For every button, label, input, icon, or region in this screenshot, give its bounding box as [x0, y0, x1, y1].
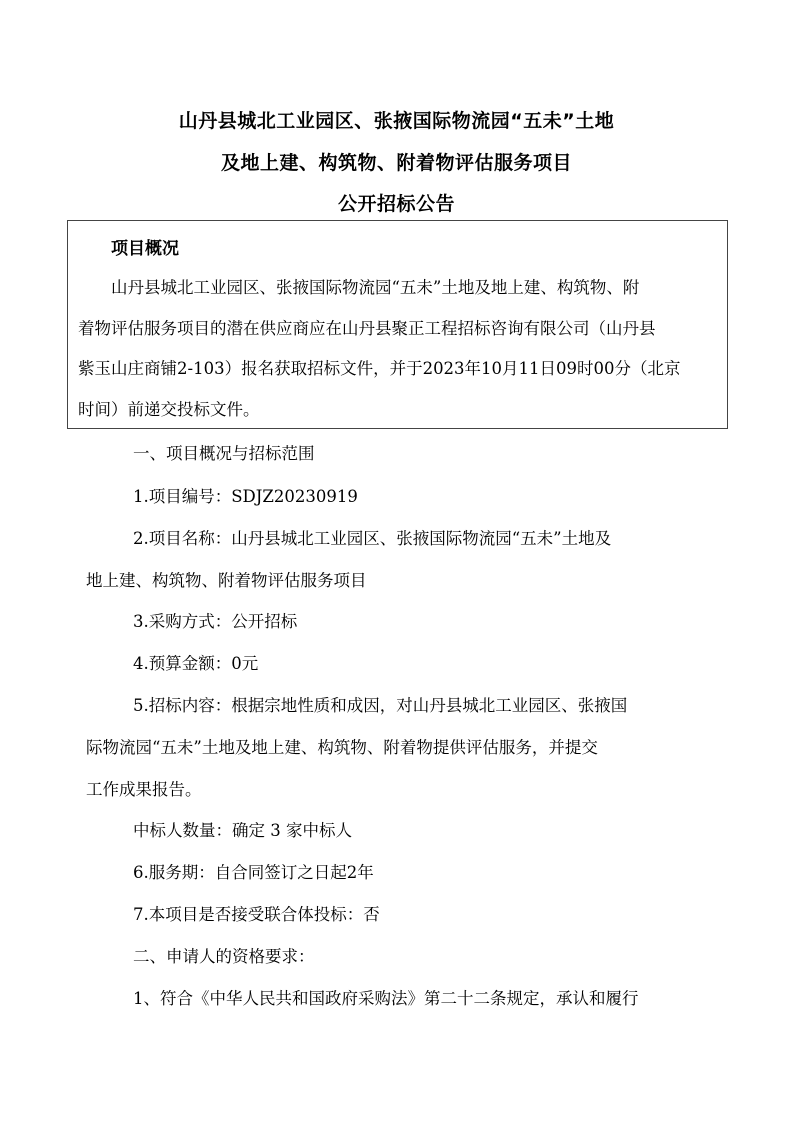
item-winner-count: 中标人数量：确定 3 家中标人 — [133, 821, 352, 840]
overview-line-3: 紫玉山庄商铺2-103）报名获取招标文件，并于2023年10月11日09时00分（北京 — [78, 359, 681, 378]
section-2-heading: 二、申请人的资格要求： — [133, 947, 315, 966]
overview-line-2: 着物评估服务项目的潜在供应商应在山丹县聚正工程招标咨询有限公司（山丹县 — [78, 319, 656, 338]
item-project-name-cont: 地上建、构筑物、附着物评估服务项目 — [86, 571, 367, 590]
overview-box — [67, 220, 728, 429]
item-project-number: 1.项目编号：SDJZ20230919 — [133, 487, 358, 506]
item-procurement-method: 3.采购方式：公开招标 — [133, 612, 298, 631]
section-1-heading: 一、项目概况与招标范围 — [133, 444, 315, 463]
item-consortium: 7.本项目是否接受联合体投标：否 — [133, 905, 380, 924]
overview-heading: 项目概况 — [111, 239, 179, 259]
item-content-cont-1: 际物流园“五未”土地及地上建、构筑物、附着物提供评估服务，并提交 — [86, 738, 598, 757]
title-line-3: 公开招标公告 — [337, 193, 455, 215]
title-line-1: 山丹县城北工业园区、张掖国际物流园“五未”土地 — [178, 110, 615, 132]
item-project-name: 2.项目名称：山丹县城北工业园区、张掖国际物流园“五未”土地及 — [133, 529, 612, 548]
overview-line-1: 山丹县城北工业园区、张掖国际物流园“五未”土地及地上建、构筑物、附 — [111, 278, 640, 297]
item-service-period: 6.服务期：自合同签订之日起2年 — [133, 863, 374, 882]
overview-line-4: 时间）前递交投标文件。 — [78, 400, 260, 419]
item-budget: 4.预算金额：0元 — [133, 654, 259, 673]
requirement-1: 1、符合《中华人民共和国政府采购法》第二十二条规定，承认和履行 — [133, 989, 639, 1008]
item-content-cont-2: 工作成果报告。 — [86, 780, 202, 799]
item-content: 5.招标内容：根据宗地性质和成因，对山丹县城北工业园区、张掖国 — [133, 696, 628, 715]
title-line-2: 及地上建、构筑物、附着物评估服务项目 — [220, 152, 572, 174]
